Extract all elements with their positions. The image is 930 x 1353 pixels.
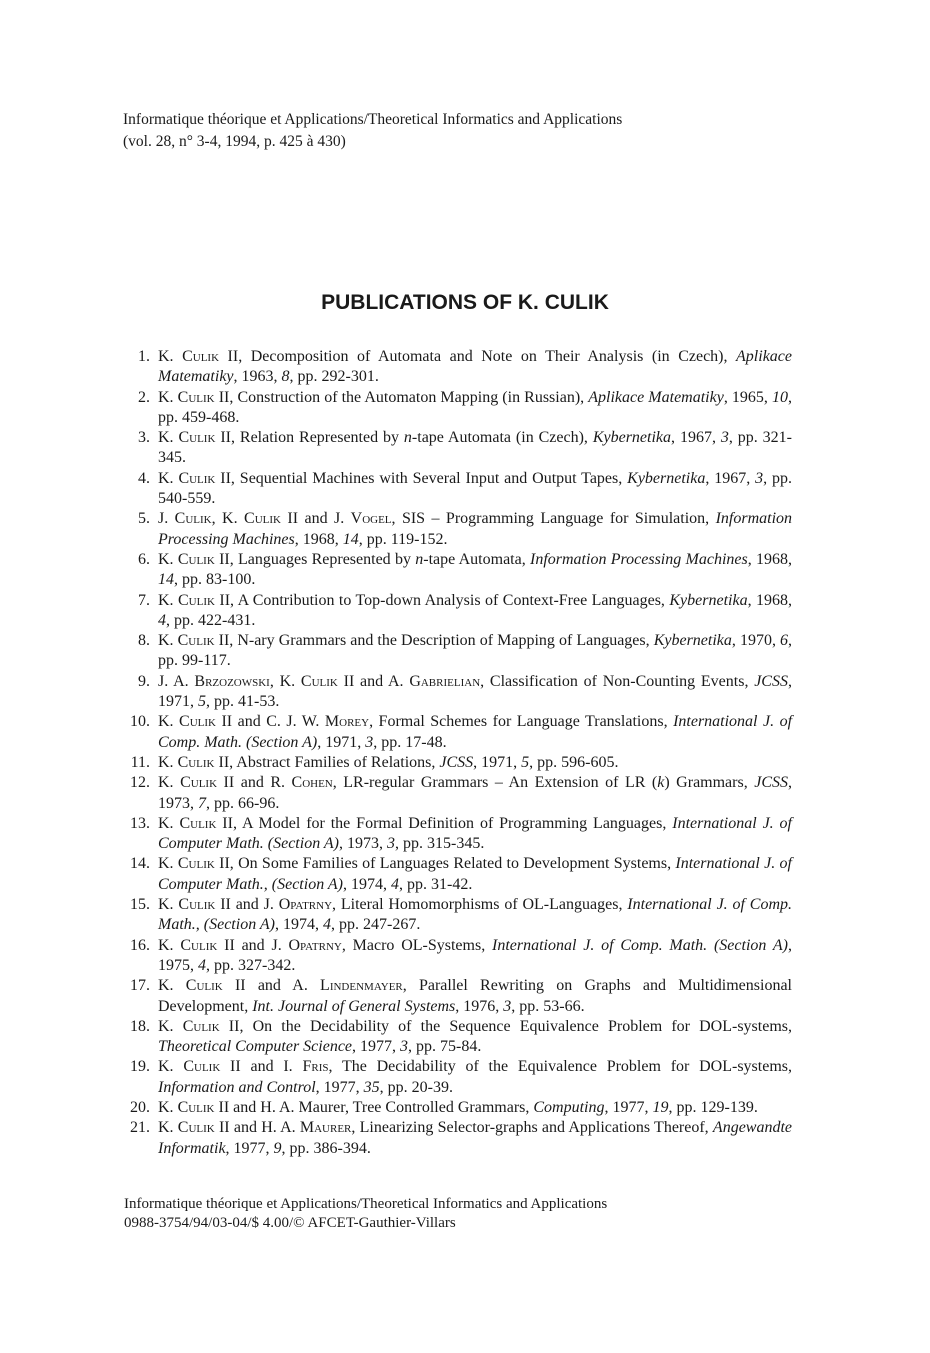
publication-citation [158, 632, 792, 669]
publication-item [124, 631, 792, 672]
citation-text: , 1963, [233, 368, 282, 386]
publication-citation [158, 815, 792, 852]
citation-text: , Formal Schemes for Language Translations, [369, 713, 674, 731]
citation-text: , Linearizing Selector-graphs and Applications Thereof, [351, 1119, 713, 1137]
citation-text: K. [158, 855, 178, 873]
citation-italic-text: 3 [387, 835, 396, 853]
publication-list [124, 347, 792, 1159]
citation-text: , 1971, [317, 733, 366, 751]
publication-number: 9. [138, 672, 150, 690]
citation-italic-text: International J. of Computer Math., (Section A) [158, 855, 792, 893]
author-surname: Culik [177, 388, 215, 406]
citation-text: , 1977, [604, 1098, 653, 1116]
author-surname: Culik [178, 429, 216, 447]
citation-italic-text: International J. of Computer Math. (Section A) [158, 814, 792, 853]
publication-number: 6. [138, 550, 150, 568]
journal-name: Informatique théorique et Applications/Theoretical Informatics and Applications [123, 111, 623, 128]
citation-text: II and I. [220, 1058, 303, 1076]
citation-italic-text: 3 [503, 997, 512, 1015]
publication-citation [158, 855, 792, 892]
publication-citation [158, 510, 792, 547]
author-surname: Fris [302, 1058, 329, 1076]
citation-text: , pp. 386-394. [281, 1139, 371, 1157]
citation-text: K. [158, 469, 179, 487]
citation-italic-text: Kybernetika [627, 469, 706, 487]
citation-italic-text: 8 [281, 368, 290, 386]
citation-text: , 1971, [158, 672, 792, 711]
citation-italic-text: JCSS [439, 753, 474, 771]
citation-text: , pp. 129-139. [668, 1098, 758, 1116]
citation-text: , Classification of Non-Counting Events, [480, 672, 755, 690]
citation-text: , 1973, [339, 835, 388, 853]
citation-italic-text: International J. of Comp. Math. (Section A) [492, 936, 789, 954]
citation-italic-text: 19 [652, 1098, 669, 1116]
author-surname: Culik [178, 896, 216, 914]
author-surname: Culik [174, 510, 212, 528]
citation-text: II and C. J. W. [216, 713, 325, 731]
citation-italic-text: Information Processing Machines [158, 510, 793, 548]
citation-text: , 1973, [158, 774, 793, 812]
publication-item [124, 753, 792, 773]
citation-text: , pp. 315-345. [395, 835, 485, 853]
citation-italic-text: n [403, 429, 412, 447]
citation-italic-text: Kybernetika [669, 591, 748, 609]
publication-number: 18. [130, 1017, 150, 1035]
citation-text: , 1967, [705, 469, 756, 487]
citation-text: , The Decidability of the Equivalence Problem for DOL-systems, [328, 1058, 793, 1076]
publication-item [124, 1057, 792, 1098]
citation-text: , pp. 66-96. [206, 794, 280, 812]
page-title: PUBLICATIONS OF K. CULIK [321, 291, 609, 314]
publication-number: 12. [130, 774, 150, 792]
citation-text: II, Decomposition of Automata and Note on Their Analysis (in Czech), [219, 348, 737, 365]
citation-text: , 1975, [158, 936, 793, 974]
author-surname: Culik [177, 1098, 215, 1116]
publication-number: 5. [138, 510, 150, 528]
publication-item [124, 814, 792, 855]
citation-text: J. A. [158, 672, 195, 690]
citation-text: , 1977, [352, 1038, 401, 1056]
citation-italic-text: 14 [342, 530, 359, 548]
citation-text: , 1976, [455, 997, 504, 1015]
publication-number: 1. [138, 348, 150, 365]
citation-italic-text: Int. Journal of General Systems [252, 997, 456, 1015]
citation-text: , 1968, [747, 591, 793, 609]
citation-text: , 1968, [747, 550, 792, 568]
citation-text: II and J. [280, 510, 351, 528]
author-surname: Culik [179, 814, 217, 832]
citation-text: II, On Some Families of Languages Related to Development Systems, [214, 855, 676, 873]
publication-citation [158, 937, 792, 974]
author-surname: Culik [177, 855, 215, 873]
citation-text: , pp. 17-48. [373, 733, 447, 751]
publication-item [124, 469, 792, 510]
citation-text: ) Grammars, [664, 774, 755, 792]
publication-item [124, 550, 792, 591]
citation-italic-text: Aplikace Matematiky [158, 348, 792, 386]
author-surname: Maurer [299, 1119, 352, 1137]
publication-citation [158, 713, 792, 750]
citation-text: , pp. 41-53. [206, 693, 280, 711]
citation-italic-text: International J. of Comp. Math., (Section A) [158, 896, 793, 934]
citation-italic-text: 6 [780, 632, 788, 650]
citation-italic-text: Information Processing Machines [530, 550, 748, 568]
publication-citation [158, 977, 792, 1014]
citation-text: , pp. 53-66. [511, 997, 585, 1015]
author-surname: Culik [178, 469, 216, 487]
citation-text: , pp. 540-559. [158, 469, 793, 508]
publication-item [124, 428, 792, 469]
publication-item [124, 712, 792, 753]
publication-number: 19. [130, 1058, 150, 1076]
publication-number: 7. [138, 591, 150, 609]
citation-text: II and A. [337, 672, 410, 690]
citation-italic-text: Kybernetika [592, 429, 672, 447]
citation-text: K. [158, 632, 178, 650]
publication-number: 20. [130, 1098, 150, 1116]
publication-number: 3. [138, 429, 150, 447]
citation-text: K. [158, 1017, 183, 1035]
author-surname: Opatrny [288, 936, 342, 954]
citation-text: II and H. A. Maurer, Tree Controlled Grammars, [214, 1098, 534, 1116]
citation-text: K. [158, 774, 181, 792]
author-surname: Opatrny [278, 896, 333, 914]
citation-text: II, A Model for the Formal Definition of Programming Languages, [216, 814, 673, 832]
citation-text: , pp. 31-42. [399, 875, 473, 893]
citation-italic-text: Computing [533, 1098, 605, 1116]
citation-text: , pp. 321-345. [158, 429, 793, 467]
citation-italic-text: Theoretical Computer Science [158, 1038, 353, 1056]
publication-number: 16. [130, 936, 150, 954]
citation-text: , Parallel Rewriting on Graphs and Multidimensional Development, [158, 977, 792, 1015]
author-surname: Morey [324, 713, 370, 731]
citation-italic-text: 7 [198, 794, 206, 812]
publication-citation [158, 1058, 792, 1095]
author-surname: Culik [180, 774, 218, 792]
citation-italic-text: 14 [158, 571, 174, 589]
citation-text: II, Abstract Families of Relations, [214, 753, 440, 771]
citation-italic-text: 3 [365, 733, 374, 751]
citation-text: II and J. [215, 896, 279, 914]
citation-text: II, A Contribution to Top-down Analysis of Context-Free Languages, [214, 591, 670, 609]
publication-number: 13. [130, 814, 150, 832]
citation-text: , 1974, [275, 916, 324, 934]
publication-item [124, 1098, 792, 1118]
publication-citation [158, 896, 792, 933]
author-surname: Culik [177, 753, 215, 771]
citation-text: , pp. 83-100. [174, 571, 256, 589]
citation-italic-text: 3 [720, 429, 729, 447]
author-surname: Gabrielian [409, 672, 481, 690]
citation-italic-text: 4 [391, 875, 400, 893]
publication-number: 14. [130, 855, 150, 873]
author-surname: Culik [177, 632, 215, 650]
citation-text: K. [158, 388, 178, 406]
citation-text: K. [158, 591, 178, 609]
author-surname: Brzozowski [194, 672, 270, 690]
citation-italic-text: 4 [323, 916, 332, 934]
publication-citation [158, 1119, 792, 1156]
publication-citation [158, 1099, 758, 1116]
publication-number: 8. [138, 632, 150, 650]
author-surname: Culik [244, 510, 281, 528]
publication-citation [158, 389, 792, 426]
author-surname: Culik [182, 348, 220, 365]
author-surname: Culik [185, 977, 223, 995]
publication-number: 15. [130, 896, 150, 914]
publication-item [124, 936, 792, 977]
publication-citation [158, 592, 792, 629]
publication-citation [158, 551, 792, 588]
citation-text: , pp. 459-468. [158, 388, 793, 426]
citation-italic-text: 3 [755, 469, 764, 487]
author-surname: Culik [177, 550, 215, 568]
publication-citation [158, 774, 792, 811]
citation-italic-text: 10 [772, 388, 789, 406]
citation-text: K. [158, 1119, 178, 1137]
citation-text: II and J. [217, 936, 289, 954]
citation-text: K. [158, 713, 180, 731]
citation-text: , pp. 596-605. [529, 753, 619, 771]
citation-italic-text: 4 [158, 611, 166, 629]
footer-journal-name: Informatique théorique et Applications/Theoretical Informatics and Applications [124, 1196, 608, 1212]
citation-text: II, On the Decidability of the Sequence Equivalence Problem for DOL-systems, [219, 1017, 792, 1035]
citation-text: , pp. 99-117. [158, 632, 792, 670]
publication-item [124, 672, 792, 713]
citation-text: K. [158, 753, 178, 771]
citation-text: K. [158, 896, 179, 914]
publication-number: 10. [130, 713, 150, 731]
author-surname: Cohen [291, 774, 333, 792]
author-surname: Lindenmayer [320, 977, 403, 995]
citation-italic-text: n [415, 550, 424, 568]
publication-item [124, 854, 792, 895]
author-surname: Culik [177, 1119, 215, 1137]
citation-italic-text: International J. of Comp. Math. (Section A) [158, 713, 793, 751]
citation-text: -tape Automata, [423, 550, 530, 568]
footer [124, 1195, 607, 1233]
citation-text: , pp. 327-342. [206, 956, 296, 974]
publication-number: 4. [138, 469, 150, 487]
citation-text: K. [158, 550, 178, 568]
citation-text: , pp. 75-84. [408, 1038, 482, 1056]
publication-item [124, 1017, 792, 1058]
publication-item [124, 1118, 792, 1159]
citation-italic-text: 4 [198, 956, 206, 974]
publication-item [124, 347, 792, 388]
citation-text: , pp. 292-301. [289, 368, 379, 386]
citation-text: , pp. 422-431. [166, 611, 256, 629]
citation-italic-text: 9 [273, 1139, 282, 1157]
publication-number: 2. [138, 388, 150, 406]
citation-text: , 1970, [731, 632, 780, 650]
citation-text: , pp. 119-152. [358, 530, 448, 548]
author-surname: Culik [180, 936, 218, 954]
citation-text: -tape Automata (in Czech), [411, 429, 593, 447]
citation-text: , 1974, [343, 875, 392, 893]
citation-italic-text: Information and Control [158, 1078, 316, 1096]
publication-citation [158, 470, 792, 507]
citation-text: II, N-ary Grammars and the Description of Mapping of Languages, [214, 632, 654, 650]
citation-italic-text: 3 [400, 1038, 409, 1056]
publication-item [124, 976, 792, 1017]
citation-text: , 1977, [315, 1078, 364, 1096]
citation-text: , 1967, [671, 429, 721, 447]
citation-italic-text: 5 [521, 753, 530, 771]
citation-text: K. [158, 814, 180, 832]
citation-text: K. [158, 1058, 184, 1076]
author-surname: Culik [300, 672, 338, 690]
citation-text: II and R. [217, 774, 292, 792]
citation-text: , 1965, [723, 388, 773, 406]
publication-number: 11. [130, 753, 150, 771]
publication-item [124, 895, 792, 936]
publication-number: 17. [130, 977, 150, 995]
citation-text: , K. [269, 672, 301, 690]
publication-item [124, 509, 792, 550]
citation-text: , 1968, [294, 530, 343, 548]
citation-italic-text: 5 [198, 693, 206, 711]
author-surname: Culik [178, 591, 215, 609]
publication-number: 21. [130, 1119, 150, 1137]
citation-italic-text: Aplikace Matematiky [588, 388, 724, 406]
citation-text: , LR-regular Grammars – An Extension of LR ( [332, 774, 658, 792]
citation-text: K. [158, 1098, 178, 1116]
citation-text: J. [158, 510, 175, 528]
publication-item [124, 773, 792, 814]
citation-italic-text: Kybernetika [653, 632, 732, 650]
publication-citation [158, 348, 792, 385]
citation-italic-text: JCSS [754, 672, 788, 690]
citation-text: , 1977, [225, 1139, 274, 1157]
author-surname: Vogel [350, 510, 392, 528]
citation-italic-text: 35 [363, 1078, 380, 1096]
citation-italic-text: JCSS [754, 774, 789, 792]
running-head [123, 109, 622, 153]
citation-text: K. [158, 936, 181, 954]
citation-text: II and A. [222, 977, 321, 995]
citation-text: , K. [211, 510, 245, 528]
citation-text: K. [158, 977, 186, 995]
publication-citation [158, 429, 792, 466]
citation-italic-text: Angewandte Informatik [158, 1119, 793, 1157]
publication-citation [158, 1018, 792, 1055]
citation-text: II, Construction of the Automaton Mapping (in Russian), [214, 388, 589, 406]
publication-item [124, 591, 792, 632]
citation-text: K. [158, 429, 179, 447]
citation-text: , Macro OL-Systems, [341, 936, 492, 954]
citation-text: II, Languages Represented by [214, 550, 416, 568]
citation-text: , SIS – Programming Language for Simulation, [391, 510, 716, 528]
citation-text: , 1971, [473, 753, 522, 771]
citation-text: , pp. 247-267. [331, 916, 421, 934]
citation-italic-text: k [657, 774, 665, 792]
footer-issn: 0988-3754/94/03-04/$ 4.00/© AFCET-Gauthier-Villars [124, 1215, 456, 1231]
citation-text: II, Sequential Machines with Several Input and Output Tapes, [215, 469, 628, 487]
publication-citation [158, 754, 618, 771]
citation-text: , Literal Homomorphisms of OL-Languages, [332, 896, 628, 914]
author-surname: Culik [182, 1017, 220, 1035]
citation-text: II and H. A. [214, 1119, 300, 1137]
publication-item [124, 388, 792, 429]
citation-text: II, Relation Represented by [215, 429, 404, 447]
volume-info: (vol. 28, n° 3-4, 1994, p. 425 à 430) [123, 133, 346, 150]
author-surname: Culik [183, 1058, 221, 1076]
citation-text: K. [158, 348, 183, 365]
publication-citation [158, 673, 792, 710]
citation-text: , pp. 20-39. [379, 1078, 453, 1096]
author-surname: Culik [179, 713, 216, 731]
